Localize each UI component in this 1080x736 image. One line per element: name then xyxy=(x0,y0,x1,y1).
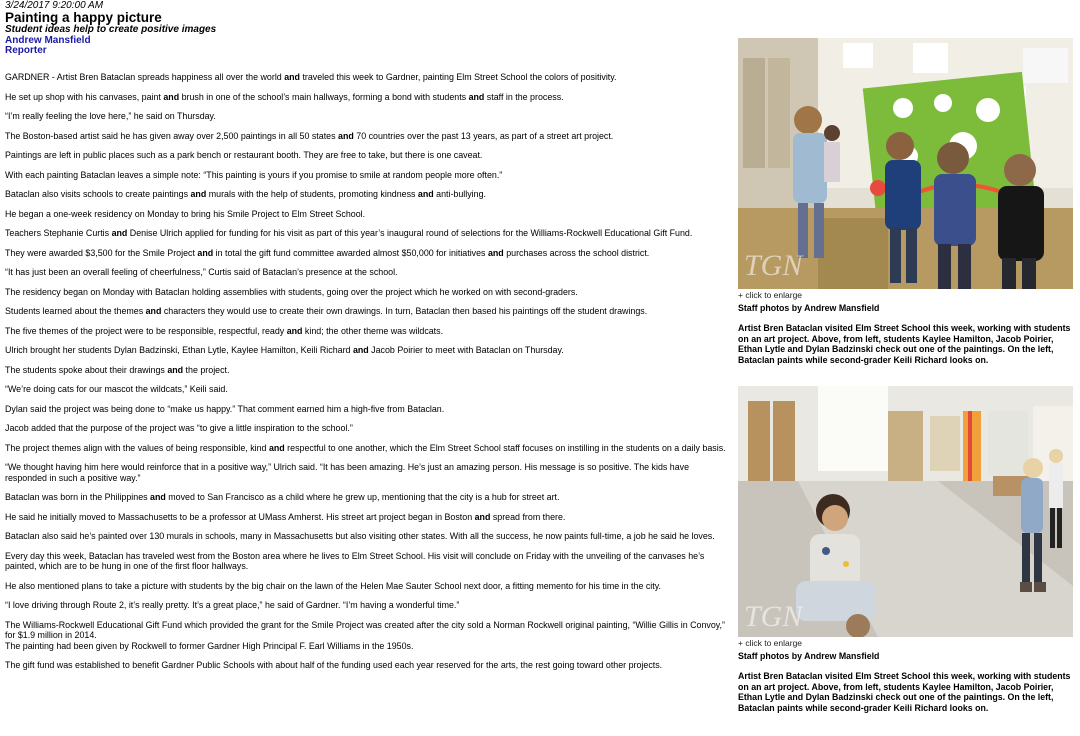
article-paragraph: He began a one-week residency on Monday to bring his Smile Project to Elm Street School. xyxy=(5,208,366,219)
article-paragraph: Ulrich brought her students Dylan Badzinski, Ethan Lytle, Kaylee Hamilton, Keili Richard and Jacob Poirier to meet with Bataclan on Thursday. xyxy=(5,345,564,355)
article-paragraph: Dylan said the project was being done to “make us happy.” That comment earned him a high-five from Bataclan. xyxy=(5,403,445,414)
article-paragraph: “I’m really feeling the love here,” he said on Thursday. xyxy=(5,111,216,121)
photo-2-credit: Staff photos by Andrew Mansfield xyxy=(738,651,880,661)
article-paragraph: The five themes of the project were to be responsible, respectful, ready and kind; the other theme was wildcats. xyxy=(5,325,444,336)
article-paragraph: “We’re doing cats for our mascot the wildcats,” Keili said. xyxy=(5,384,228,394)
article-paragraph: GARDNER - Artist Bren Bataclan spreads happiness all over the world and traveled this week to Gardner, painting Elm Street School the colors of positivity. xyxy=(5,72,617,82)
article-paragraph: “It has just been an overall feeling of cheerfulness,” Curtis said of Bataclan’s presence at the school. xyxy=(5,267,398,277)
article-paragraph: Students learned about the themes and characters they would use to create their own drawings. In turn, Bataclan then based his paintings off the student drawings. xyxy=(5,306,648,316)
article-paragraph: Bataclan also visits schools to create paintings and murals with the help of students, promoting kindness and anti-bullying. xyxy=(5,189,486,199)
article-paragraph: The residency began on Monday with Bataclan holding assemblies with students, going over the project which he worked on with second-graders. xyxy=(5,286,578,297)
article-paragraph: They were awarded $3,500 for the Smile Project and in total the gift fund committee awarded almost $50,000 for initiatives and purchases across the school district. xyxy=(5,247,650,258)
article-paragraph: The students spoke about their drawings and the project. xyxy=(5,364,230,375)
article-paragraph: Bataclan was born in the Philippines and moved to San Francisco as a child where he grew up, mentioning that the city is a hub for street art. xyxy=(5,492,560,502)
article-paragraph: The Williams-Rockwell Educational Gift Fund which provided the grant for the Smile Project was created after the city sold a Norman Rockwell original painting, “Willie Gillis in Convoy,” for $1.9 million in 2014. The painting had been given by Rockwell to former Gardner High Principal F. Earl Williams in the 1950s. xyxy=(5,619,725,651)
article-paragraph: Every day this week, Bataclan has traveled west from the Boston area where he lives to Elm Street School. His visit will conclude on Friday with the unveiling of the canvases he’s painted, which are to be hung in one of the first floor hallways. xyxy=(5,550,705,571)
article-paragraph: He also mentioned plans to take a picture with students by the big chair on the lawn of the Helen Mae Sauter School next door, a fitting memento for his time in the city. xyxy=(5,580,661,591)
article-paragraph: Teachers Stephanie Curtis and Denise Ulrich applied for funding for his visit as part of this year’s inaugural round of selections for the Williams-Rockwell Educational Gift Fund. xyxy=(5,228,693,238)
headline: Painting a happy picture xyxy=(5,10,162,25)
photo-1-enlarge-link[interactable]: + click to enlarge xyxy=(738,290,803,300)
photo-sidebar xyxy=(738,38,1074,713)
article-paragraph: The project themes align with the values of being responsible, kind and respectful to one another, which the Elm Street School staff focuses on instilling in the students on a daily basis. xyxy=(5,442,726,453)
article-paragraph: Paintings are left in public places such as a park bench or restaurant booth. They are free to take, but there is one caveat. xyxy=(5,150,483,160)
article-paragraph: “We thought having him here would reinforce that in a positive way,” Ulrich said. “It has been amazing. He’s just an amazing person. His message is so positive. The kids have responded in such a positive way.” xyxy=(5,462,690,483)
photo-2[interactable] xyxy=(738,386,1073,637)
article-paragraph: He said he initially moved to Massachusetts to be a professor at UMass Amherst. His street art project began in Boston and spread from there. xyxy=(5,511,566,522)
photo-2-caption: Artist Bren Bataclan visited Elm Street School this week, working with students on an art project. Above, from left, students Kaylee Hamilton, Jacob Poirier, Ethan Lytle and Dylan Badzinski check out one of the paintings. On the left, Bataclan paints while second-grader Keili Richard looks on. xyxy=(738,671,1071,713)
subheadline: Student ideas help to create positive images xyxy=(5,24,217,35)
article-paragraph: With each painting Bataclan leaves a simple note: “This painting is yours if you promise to smile at random people more often.” xyxy=(5,169,503,180)
author-role: Reporter xyxy=(5,45,47,56)
article-paragraph: The gift fund was established to benefit Gardner Public Schools with about half of the funding used each year reserved for the arts, the rest going toward other projects. xyxy=(5,660,663,670)
article-body xyxy=(5,72,732,680)
photo-2-enlarge-link[interactable]: + click to enlarge xyxy=(738,638,803,648)
author-link[interactable]: Andrew Mansfield xyxy=(5,35,91,46)
article-paragraph: The Boston-based artist said he has given away over 2,500 paintings in all 50 states and 70 countries over the past 13 years, as part of a street art project. xyxy=(5,130,614,141)
photo-1-credit: Staff photos by Andrew Mansfield xyxy=(738,303,880,313)
photo-1-caption: Artist Bren Bataclan visited Elm Street School this week, working with students on an art project. Above, from left, students Kaylee Hamilton, Jacob Poirier, Ethan Lytle and Dylan Badzinski check out one of the paintings. On the left, Bataclan paints while second-grader Keili Richard looks on. xyxy=(738,323,1071,365)
photo-2-watermark: TGN xyxy=(744,600,803,633)
timestamp: 3/24/2017 9:20:00 AM xyxy=(5,0,104,11)
photo-1[interactable] xyxy=(738,38,1073,289)
article-paragraph: Jacob added that the purpose of the project was “to give a little inspiration to the school.” xyxy=(5,423,353,433)
article-paragraph: He set up shop with his canvases, paint and brush in one of the school’s main hallways, forming a bond with students and staff in the process. xyxy=(5,91,564,102)
article-paragraph: Bataclan also said he’s painted over 130 murals in schools, many in Massachusetts but also visiting other states. With all the success, he now paints full-time, a job he said he loves. xyxy=(5,531,715,541)
photo-1-watermark: TGN xyxy=(744,249,803,282)
article-paragraph: “I love driving through Route 2, it’s really pretty. It’s a great place,” he said of Gardner. “I’m having a wonderful time.” xyxy=(5,600,460,610)
